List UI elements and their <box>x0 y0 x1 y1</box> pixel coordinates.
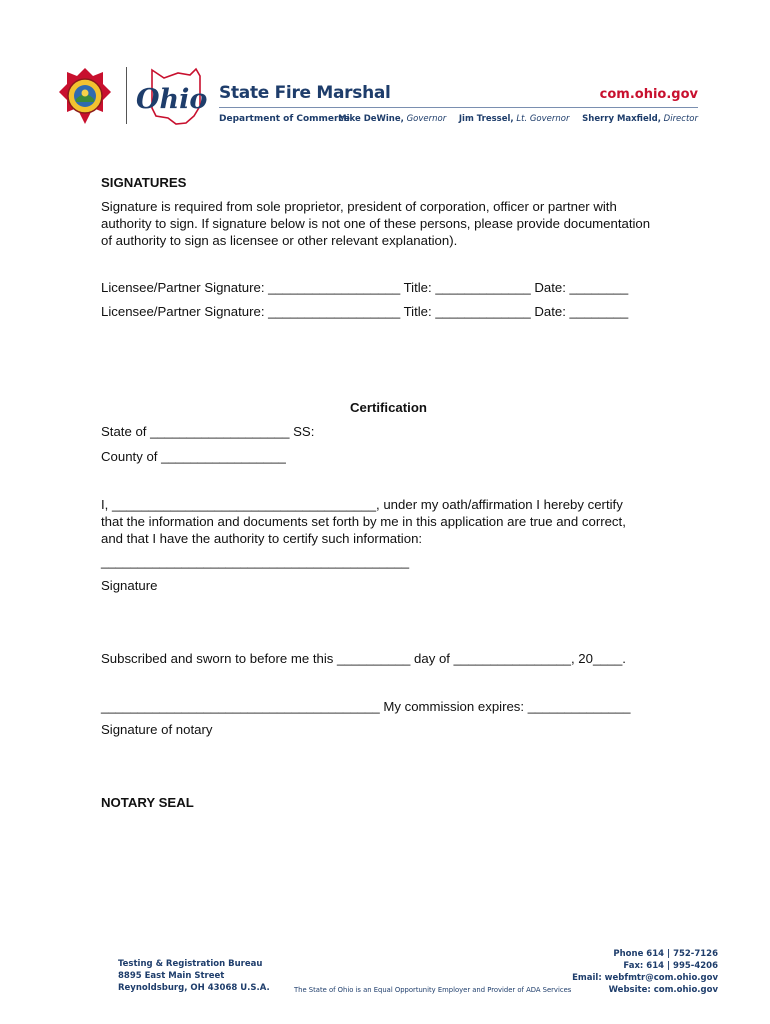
paragraph-line: of authority to sign as licensee or other relevant explanation). <box>101 233 458 248</box>
contact-phone: Phone 614 | 752-7126 <box>613 949 718 959</box>
licensee-signature-line-2[interactable]: Licensee/Partner Signature: __________________ Title: _____________ Date: ________ <box>101 304 629 319</box>
address-line: Testing & Registration Bureau <box>118 959 263 969</box>
address-line: 8895 East Main Street <box>118 971 225 981</box>
certification-heading: Certification <box>350 400 427 415</box>
signature-rule[interactable]: __________________________________________ <box>101 554 410 569</box>
officials-list <box>338 114 698 124</box>
notary-signature-label: Signature of notary <box>101 722 213 737</box>
address-line: Reynoldsburg, OH 43068 U.S.A. <box>118 983 270 993</box>
official-name: Mike DeWine, <box>338 114 404 124</box>
fire-marshal-seal <box>57 66 113 126</box>
agency-website[interactable]: com.ohio.gov <box>599 87 698 102</box>
ohio-logo-text: Ohio <box>136 84 208 115</box>
signatures-heading: SIGNATURES <box>101 175 187 190</box>
official-role: Governor <box>406 114 447 124</box>
subscribed-sworn-line[interactable]: Subscribed and sworn to before me this __________ day of ________________, 20____. <box>101 651 626 666</box>
paragraph-line: and that I have the authority to certify such information: <box>101 531 423 546</box>
oath-statement[interactable] <box>101 496 691 547</box>
department-name: Department of Commerce <box>219 114 350 124</box>
header-divider <box>126 67 127 124</box>
ohio-logo <box>134 66 214 128</box>
paragraph-line: authority to sign. If signature below is not one of these persons, please provide documentation <box>101 216 651 231</box>
paragraph-line: that the information and documents set forth by me in this application are true and correct, <box>101 514 626 529</box>
header-rule <box>219 107 698 108</box>
official-role: Director <box>663 114 698 124</box>
signatures-instructions <box>101 198 691 249</box>
bureau-address <box>118 958 270 994</box>
official-name: Jim Tressel, <box>458 114 514 124</box>
notary-seal-label: NOTARY SEAL <box>101 795 194 810</box>
paragraph-line: I, ____________________________________, under my oath/affirmation I hereby certify <box>101 497 623 512</box>
contact-info <box>572 948 718 996</box>
official-name: Sherry Maxfield, <box>582 114 661 124</box>
contact-fax: Fax: 614 | 995-4206 <box>623 961 718 971</box>
county-of-line[interactable]: County of _________________ <box>101 449 286 464</box>
official-role: Lt. Governor <box>516 114 570 124</box>
agency-name: State Fire Marshal <box>219 83 391 103</box>
notary-signature-line[interactable]: ______________________________________ My commission expires: ______________ <box>101 699 631 714</box>
paragraph-line: Signature is required from sole proprietor, president of corporation, officer or partner with <box>101 199 617 214</box>
contact-website: Website: com.ohio.gov <box>608 985 718 995</box>
contact-email: Email: webfmtr@com.ohio.gov <box>572 973 718 983</box>
state-of-line[interactable]: State of ___________________ SS: <box>101 424 315 439</box>
licensee-signature-line-1[interactable]: Licensee/Partner Signature: __________________ Title: _____________ Date: ________ <box>101 280 629 295</box>
equal-opportunity-statement: The State of Ohio is an Equal Opportunity Employer and Provider of ADA Services <box>294 986 572 994</box>
signature-label: Signature <box>101 578 158 593</box>
